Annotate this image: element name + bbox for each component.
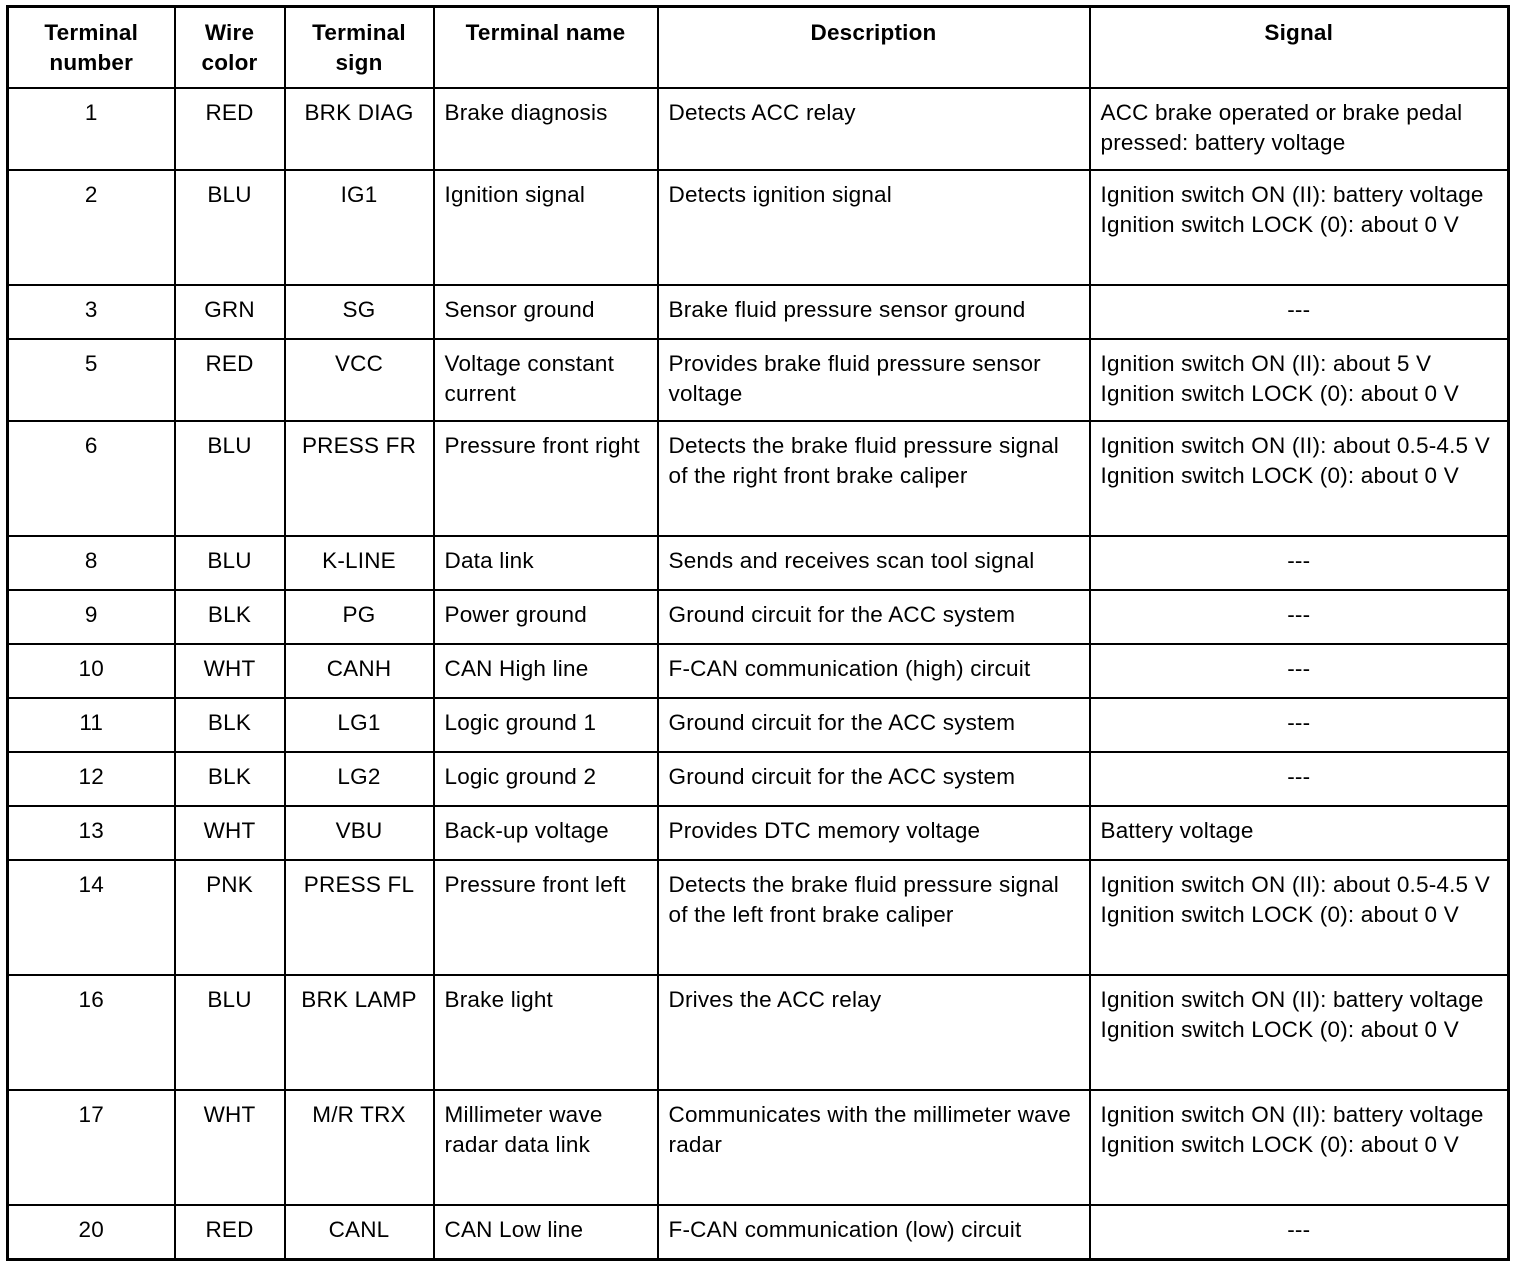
header-signal: Signal <box>1090 7 1509 89</box>
cell-signal: --- <box>1090 644 1509 698</box>
header-row <box>8 7 1509 89</box>
cell-terminal-sign: BRK DIAG <box>285 88 434 170</box>
cell-terminal-sign: PG <box>285 590 434 644</box>
table-row <box>8 644 1509 698</box>
cell-wire-color: BLU <box>175 975 285 1090</box>
cell-terminal-number: 16 <box>8 975 175 1090</box>
table-row <box>8 285 1509 339</box>
cell-wire-color: WHT <box>175 1090 285 1205</box>
table-row <box>8 88 1509 170</box>
cell-terminal-number: 8 <box>8 536 175 590</box>
cell-wire-color: WHT <box>175 644 285 698</box>
cell-terminal-name: Data link <box>434 536 658 590</box>
cell-description: Provides brake fluid pressure sensor voltage <box>658 339 1090 421</box>
cell-description: Detects ignition signal <box>658 170 1090 285</box>
cell-terminal-number: 14 <box>8 860 175 975</box>
terminal-table <box>6 5 1510 1261</box>
cell-signal: ACC brake operated or brake pedal pressed: battery voltage <box>1090 88 1509 170</box>
cell-terminal-name: Pressure front left <box>434 860 658 975</box>
cell-wire-color: BLK <box>175 698 285 752</box>
cell-signal: --- <box>1090 698 1509 752</box>
cell-signal: Ignition switch ON (II): battery voltage Ignition switch LOCK (0): about 0 V <box>1090 170 1509 285</box>
cell-description: Ground circuit for the ACC system <box>658 698 1090 752</box>
cell-terminal-number: 2 <box>8 170 175 285</box>
cell-terminal-number: 12 <box>8 752 175 806</box>
cell-description: Detects the brake fluid pressure signal of the right front brake caliper <box>658 421 1090 536</box>
cell-terminal-name: Logic ground 2 <box>434 752 658 806</box>
cell-signal: Ignition switch ON (II): about 5 V Ignition switch LOCK (0): about 0 V <box>1090 339 1509 421</box>
cell-signal: Ignition switch ON (II): about 0.5-4.5 V Ignition switch LOCK (0): about 0 V <box>1090 860 1509 975</box>
cell-wire-color: RED <box>175 1205 285 1260</box>
cell-wire-color: RED <box>175 88 285 170</box>
cell-wire-color: GRN <box>175 285 285 339</box>
cell-terminal-name: Voltage constant current <box>434 339 658 421</box>
cell-wire-color: WHT <box>175 806 285 860</box>
cell-terminal-sign: VCC <box>285 339 434 421</box>
cell-terminal-number: 1 <box>8 88 175 170</box>
cell-terminal-sign: SG <box>285 285 434 339</box>
header-terminal-name: Terminal name <box>434 7 658 89</box>
cell-terminal-number: 13 <box>8 806 175 860</box>
cell-terminal-name: Logic ground 1 <box>434 698 658 752</box>
cell-terminal-sign: CANL <box>285 1205 434 1260</box>
cell-terminal-name: Sensor ground <box>434 285 658 339</box>
cell-description: Sends and receives scan tool signal <box>658 536 1090 590</box>
cell-terminal-name: Brake light <box>434 975 658 1090</box>
cell-description: F-CAN communication (high) circuit <box>658 644 1090 698</box>
cell-wire-color: BLU <box>175 536 285 590</box>
cell-description: Ground circuit for the ACC system <box>658 752 1090 806</box>
cell-terminal-sign: M/R TRX <box>285 1090 434 1205</box>
cell-terminal-name: Pressure front right <box>434 421 658 536</box>
cell-terminal-number: 6 <box>8 421 175 536</box>
header-terminal-sign: Terminal sign <box>285 7 434 89</box>
cell-wire-color: BLK <box>175 752 285 806</box>
cell-terminal-name: Millimeter wave radar data link <box>434 1090 658 1205</box>
cell-terminal-name: CAN High line <box>434 644 658 698</box>
table-row <box>8 1090 1509 1205</box>
cell-signal: --- <box>1090 752 1509 806</box>
cell-terminal-sign: LG1 <box>285 698 434 752</box>
table-row <box>8 975 1509 1090</box>
table-row <box>8 421 1509 536</box>
cell-terminal-name: CAN Low line <box>434 1205 658 1260</box>
cell-terminal-sign: K-LINE <box>285 536 434 590</box>
table-row <box>8 339 1509 421</box>
cell-terminal-name: Brake diagnosis <box>434 88 658 170</box>
cell-description: Detects ACC relay <box>658 88 1090 170</box>
cell-terminal-sign: CANH <box>285 644 434 698</box>
cell-terminal-name: Power ground <box>434 590 658 644</box>
cell-description: Detects the brake fluid pressure signal of the left front brake caliper <box>658 860 1090 975</box>
table-row <box>8 806 1509 860</box>
header-description: Description <box>658 7 1090 89</box>
cell-wire-color: RED <box>175 339 285 421</box>
cell-terminal-number: 10 <box>8 644 175 698</box>
cell-terminal-sign: IG1 <box>285 170 434 285</box>
cell-description: Brake fluid pressure sensor ground <box>658 285 1090 339</box>
cell-description: Ground circuit for the ACC system <box>658 590 1090 644</box>
cell-terminal-number: 11 <box>8 698 175 752</box>
cell-signal: --- <box>1090 285 1509 339</box>
cell-wire-color: BLK <box>175 590 285 644</box>
table-row <box>8 698 1509 752</box>
cell-terminal-number: 5 <box>8 339 175 421</box>
cell-signal: Battery voltage <box>1090 806 1509 860</box>
cell-signal: --- <box>1090 536 1509 590</box>
cell-terminal-name: Back-up voltage <box>434 806 658 860</box>
cell-description: Drives the ACC relay <box>658 975 1090 1090</box>
table-row <box>8 536 1509 590</box>
cell-signal: --- <box>1090 1205 1509 1260</box>
table-row <box>8 752 1509 806</box>
cell-description: Communicates with the millimeter wave radar <box>658 1090 1090 1205</box>
table-row <box>8 1205 1509 1260</box>
cell-description: F-CAN communication (low) circuit <box>658 1205 1090 1260</box>
cell-signal: Ignition switch ON (II): battery voltage Ignition switch LOCK (0): about 0 V <box>1090 1090 1509 1205</box>
cell-terminal-number: 3 <box>8 285 175 339</box>
cell-terminal-sign: BRK LAMP <box>285 975 434 1090</box>
cell-signal: --- <box>1090 590 1509 644</box>
cell-wire-color: BLU <box>175 421 285 536</box>
cell-signal: Ignition switch ON (II): battery voltage Ignition switch LOCK (0): about 0 V <box>1090 975 1509 1090</box>
cell-signal: Ignition switch ON (II): about 0.5-4.5 V Ignition switch LOCK (0): about 0 V <box>1090 421 1509 536</box>
cell-terminal-sign: LG2 <box>285 752 434 806</box>
table-row <box>8 860 1509 975</box>
cell-terminal-number: 9 <box>8 590 175 644</box>
table-row <box>8 590 1509 644</box>
cell-description: Provides DTC memory voltage <box>658 806 1090 860</box>
cell-wire-color: PNK <box>175 860 285 975</box>
cell-wire-color: BLU <box>175 170 285 285</box>
cell-terminal-number: 17 <box>8 1090 175 1205</box>
header-terminal-number: Terminal number <box>8 7 175 89</box>
table-row <box>8 170 1509 285</box>
cell-terminal-sign: PRESS FR <box>285 421 434 536</box>
cell-terminal-number: 20 <box>8 1205 175 1260</box>
cell-terminal-sign: VBU <box>285 806 434 860</box>
header-wire-color: Wire color <box>175 7 285 89</box>
cell-terminal-name: Ignition signal <box>434 170 658 285</box>
cell-terminal-sign: PRESS FL <box>285 860 434 975</box>
